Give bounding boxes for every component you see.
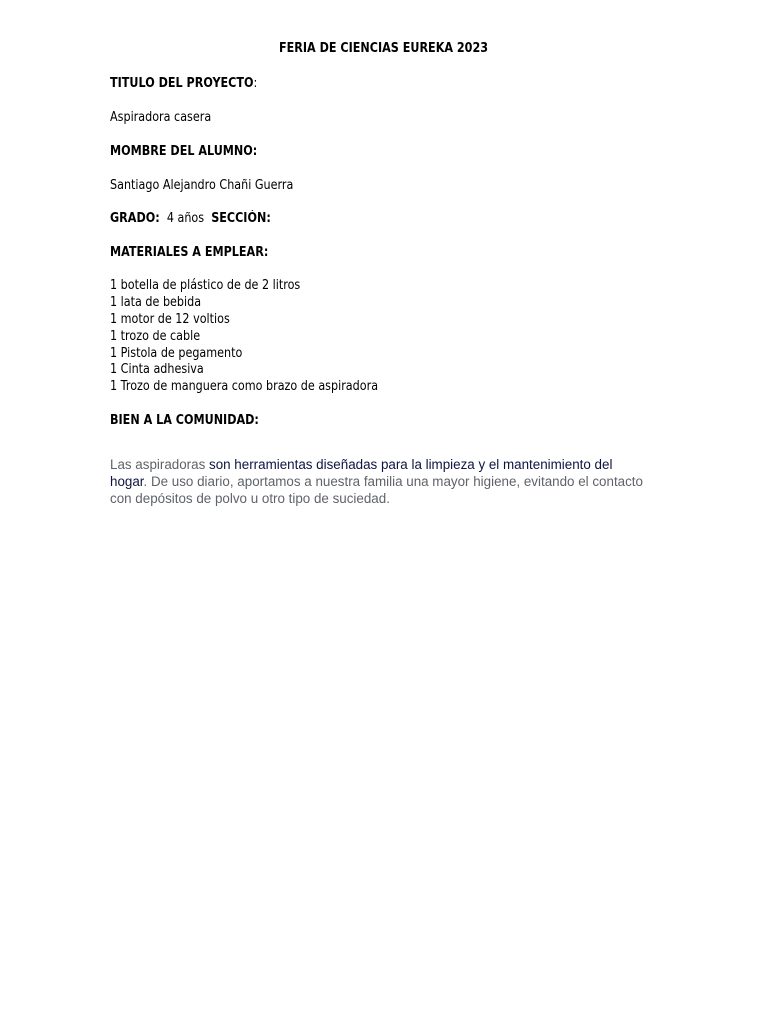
document-title	[0, 41, 768, 56]
student-label: MOMBRE DEL ALUMNO:	[110, 144, 258, 159]
grade-row	[110, 210, 271, 227]
list-item: 1 Cinta adhesiva	[110, 362, 204, 378]
materials-list	[110, 278, 378, 396]
section-label: SECCIÓN:	[211, 211, 271, 226]
paragraph-part1: Las aspiradoras	[110, 457, 209, 472]
community-label: BIEN A LA COMUNIDAD:	[110, 413, 259, 428]
list-item: 1 Pistola de pegamento	[110, 345, 243, 361]
document-title-text: FERIA DE CIENCIAS EUREKA 2023	[279, 41, 489, 56]
grade-label: GRADO:	[110, 211, 160, 226]
project-title-colon: :	[253, 76, 258, 91]
grade-value: 4 años	[166, 211, 205, 226]
list-item: 1 Trozo de manguera como brazo de aspiradora	[110, 379, 379, 395]
project-title-label-text: TITULO DEL PROYECTO	[110, 76, 254, 91]
paragraph-part2: . De uso diario, aportamos a nuestra familia una mayor higiene, evitando el contacto con depósitos de polvo u otro tipo de suciedad.	[110, 474, 643, 506]
list-item: 1 trozo de cable	[110, 328, 201, 344]
project-title-label	[110, 75, 257, 92]
materials-label: MATERIALES A EMPLEAR:	[110, 245, 269, 260]
list-item: 1 lata de bebida	[110, 294, 202, 310]
project-title-value: Aspiradora casera	[110, 110, 212, 125]
list-item: 1 botella de plástico de de 2 litros	[110, 278, 301, 293]
student-name: Santiago Alejandro Chañi Guerra	[110, 178, 294, 193]
paragraph-highlight: son herramientas diseñadas para la limpieza y el mantenimiento del hogar	[110, 457, 613, 489]
community-paragraph	[110, 456, 650, 507]
list-item: 1 motor de 12 voltios	[110, 311, 230, 327]
